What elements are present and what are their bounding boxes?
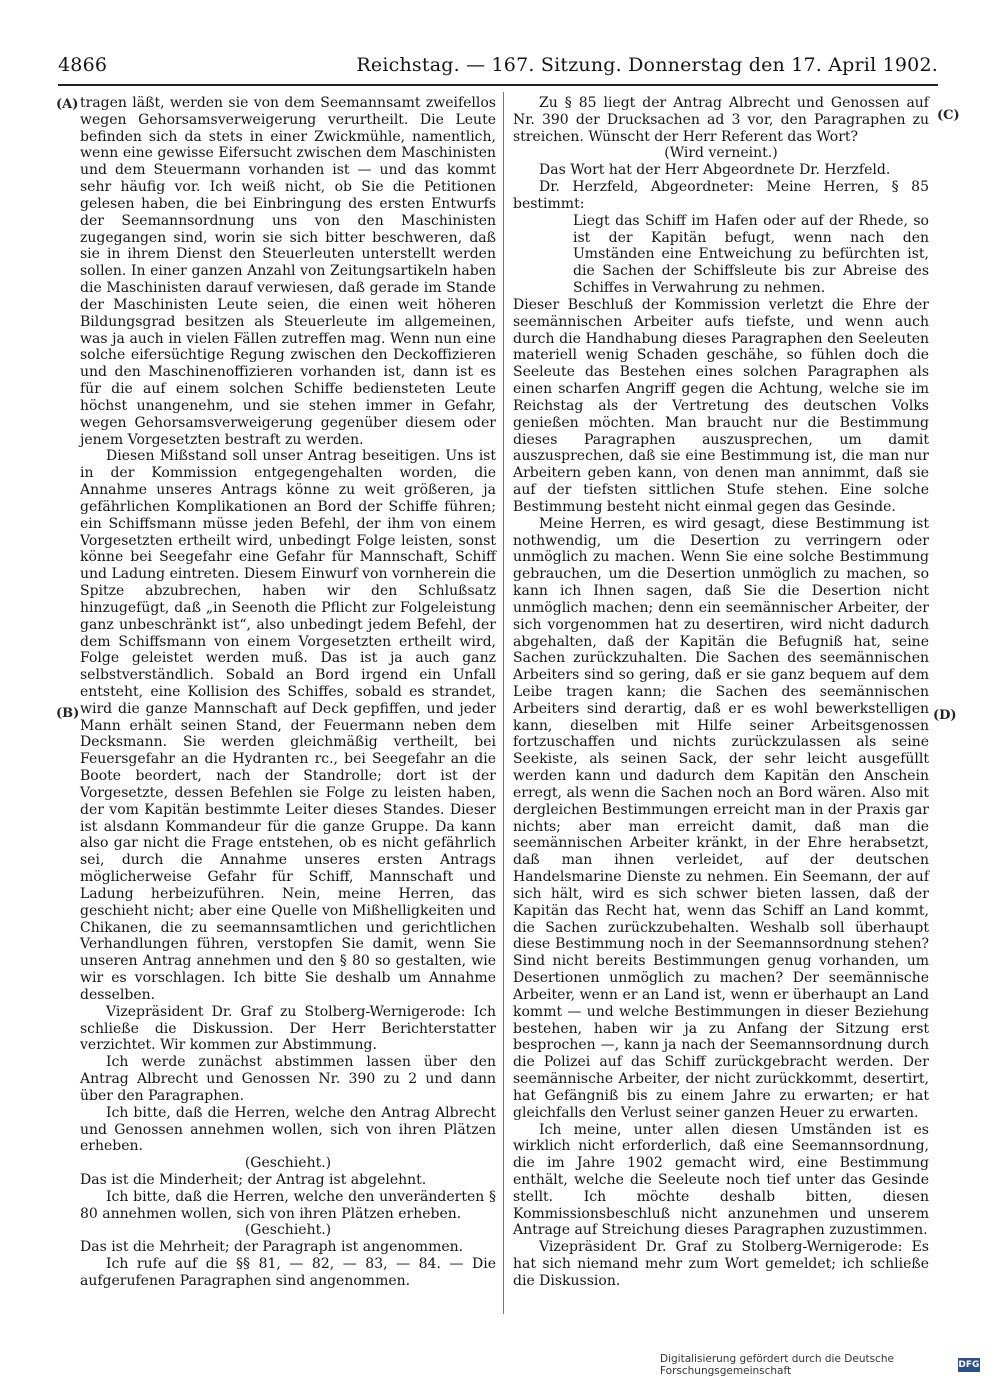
page-number: 4866 [58, 54, 108, 76]
quoted-provision: Liegt das Schiff im Hafen oder auf der Rhede, so ist der Kapitän befugt, wenn nach den Umständen eine Entweichung zu befürchten ist, die Sachen der Schiffsleute bis zur Abreise des Schiffes in Verwahrung zu nehmen. [573, 212, 929, 297]
paragraph: Dieser Beschluß der Kommission verletzt die Ehre der seemännischen Arbeiter aufs tiefste, und wenn auch durch die Handhabung dieses Paragraphen den Seeleuten materiell wenig Schaden geschähe, so fühlen doch die Seeleute das Bestehen eines solchen Paragraphen als einen scharfen Angriff gegen die Achtung, welche sie im Reichstag als der Vertretung des deutschen Volks genießen möchten. Man braucht nur die Bestimmung dieses Paragraphen auszusprechen, um damit auszusprechen, daß sie eine Bestimmung ist, die man nur Arbeitern geben kann, von denen man annimmt, daß sie auf der tiefsten sittlichen Stufe stehen. Eine solche Bestimmung besteht nicht einmal gegen das Gesinde. [513, 296, 929, 515]
paragraph: Das ist die Minderheit; der Antrag ist abgelehnt. [80, 1172, 427, 1188]
margin-mark-b: (B) [56, 706, 80, 721]
page-header [58, 54, 938, 84]
margin-mark-a: (A) [56, 97, 79, 112]
stage-direction: (Geschieht.) [244, 1155, 332, 1172]
footer-credit [660, 1353, 980, 1377]
paragraph: Das ist die Mehrheit; der Paragraph ist angenommen. [80, 1239, 464, 1256]
paragraph: Das Wort hat der Herr Abgeordnete Dr. Herzfeld. [539, 162, 891, 179]
paragraph: Diesen Mißstand soll unser Antrag beseitigen. Uns ist in der Kommission entgegengehalten worden, die Annahme unseres Antrags könne zu weit größeren, ja gefährlichen Komplikationen an Bord der Schiffe führen; ein Schiffsmann müsse jeden Befehl, der ihm von einem Vorgesetzten ertheilt wird, unbedingt Folge leisten, sonst könne bei Seegefahr eine Gefahr für Mannschaft, Schiff und Ladung eintreten. Diesem Einwurf von vornherein die Spitze abzubrechen, haben wir den Schlußsatz hinzugefügt, daß „in Seenoth die Pflicht zur Folgeleistung ganz unbeschränkt ist“, also unbedingt jedem Befehl, der dem Schiffsmann von einem Vorgesetzten ertheilt wird, Folge geleistet werden muß. Das ist ja auch ganz selbstverständlich. Sobald an Bord irgend ein Unfall entsteht, eine Kollision des Schiffes, sobald es strandet, wird die ganze Mannschaft auf Deck gepfiffen, und jeder Mann erhält seinen Stand, der Feuermann neben dem Decksmann. Sie werden gleichmäßig vertheilt, bei Feuersgefahr an die Hydranten rc., bei Seegefahr an die Boote beordert, nach der Standrolle; dort ist der Vorgesetzte, dessen Befehlen sie Folge zu leisten haben, der vom Kapitän bestimmte Leiter dieses Standes. Dieser ist alsdann Kommandeur für die ganze Gruppe. Da kann also gar nicht die Frage entstehen, ob es nicht gefährlich sei, durch die Annahme unseres ersten Antrags möglicherweise Gefahr für Schiff, Mannschaft und Ladung herbeizuführen. Nein, meine Herren, das geschieht nicht; aber eine Quelle von Mißhelligkeiten und Chikanen, die zu seemannsamtlichen und gerichtlichen Verhandlungen führen, verstopfen Sie damit, wenn Sie unseren Antrag annehmen und den § 80 so gestalten, wie wir es vorschlagen. Ich bitte Sie deshalb um Annahme desselben. [80, 448, 496, 1003]
credit-text: Digitalisierung gefördert durch die Deutsche Forschungsgemeinschaft [660, 1353, 894, 1377]
paragraph: Ich meine, unter allen diesen Umständen ist es wirklich nicht erforderlich, daß eine Seemannsordnung, die im Jahre 1902 gemacht wird, eine Bestimmung enthält, welche die Seeleute noch tief unter das Gesinde stellt. Ich möchte deshalb bitten, diesen Kommissionsbeschluß nicht anzunehmen und unserem Antrage auf Streichung dieses Paragraphen zuzustimmen. [513, 1121, 929, 1239]
speaker-paragraph: Vizepräsident Dr. Graf zu Stolberg-Wernigerode: Ich schließe die Diskussion. Der Herr Berichterstatter verzichtet. Wir kommen zur Abstimmung. [80, 1003, 496, 1054]
speaker-paragraph: Dr. Herzfeld, Abgeordneter: Meine Herren, § 85 bestimmt: [513, 179, 929, 212]
header-rule [58, 84, 938, 86]
paragraph: Ich rufe auf die §§ 81, — 82, — 83, — 84. — Die aufgerufenen Paragraphen sind angenommen. [80, 1256, 496, 1289]
paragraph: Ich werde zunächst abstimmen lassen über den Antrag Albrecht und Genossen Nr. 390 zu 2 und dann über den Paragraphen. [80, 1054, 496, 1104]
paragraph: Meine Herren, es wird gesagt, diese Bestimmung ist nothwendig, um die Desertion zu verringern oder unmöglich zu machen. Wenn Sie eine solche Bestimmung gebrauchen, um die Desertion unmöglich zu machen, so kann ich Ihnen sagen, daß Sie die Desertion nicht unmöglich machen; denn ein seemännischer Arbeiter, der sich vorgenommen hat zu desertiren, wird nicht dadurch abgehalten, daß der Kapitän die Befugniß hat, seine Sachen zurückzuhalten. Die Sachen des seemännischen Arbeiters sind so gering, daß er sie ganz bequem auf dem Leibe tragen kann; die Sachen des seemännischen Arbeiters sind derartig, daß er es wohl bewerkstelligen kann, dieselben mit Hilfe seiner Arbeitsgenossen fortzuschaffen und nichts zurückzulassen als seine Seekiste, als seinen Sack, der sehr leicht ausgefüllt werden kann und dadurch dem Kapitän den Anschein erregt, als wenn die Sachen noch an Bord wären. Also mit dergleichen Bestimmungen erreicht man in der Praxis gar nichts; aber man erreicht damit, daß man die seemännischen Arbeiter kränkt, in der Ehre herabsetzt, daß man ihnen verleidet, auf der deutschen Handelsmarine Dienste zu nehmen. Ein Seemann, der auf sich hält, wird es sich schwer bieten lassen, daß der Kapitän das Recht hat, wenn das Schiff an Land kommt, die Sachen zurückzubehalten. Weshalb soll überhaupt diese Bestimmung noch in der Seemannsordnung stehen? Sind nicht bereits Bestimmungen genug vorhanden, um Desertionen unmöglich zu machen? Der seemännische Arbeiter, wenn er an Land ist, wenn er überhaupt an Land kommt — und welche Bestimmungen in dieser Beziehung bestehen, haben wir ja zu Anfang der Sitzung erst besprochen —, kann ja nach der Seemannsordnung durch die Polizei auf das Schiff zurückgebracht werden. Der seemännische Arbeiter, der nicht zurückkommt, desertirt, hat Gefängniß bis zu einem Jahre zu erwarten; er hat gleichfalls den Verlust seiner ganzen Heuer zu erwarten. [513, 515, 929, 1121]
speaker-paragraph: Vizepräsident Dr. Graf zu Stolberg-Wernigerode: Es hat sich niemand mehr zum Wort gemeldet; ich schließe die Diskussion. [513, 1239, 929, 1289]
paragraph: Zu § 85 liegt der Antrag Albrecht und Genossen auf Nr. 390 der Drucksachen ad 3 vor, den Paragraphen zu streichen. Wünscht der Herr Referent das Wort? [513, 95, 929, 145]
margin-mark-c: (C) [937, 108, 960, 123]
column-divider [503, 92, 504, 1314]
stage-direction: (Geschieht.) [244, 1222, 332, 1239]
margin-mark-d: (D) [933, 708, 957, 723]
dfg-logo: DFG [958, 1360, 980, 1370]
running-title: Reichstag. — 167. Sitzung. Donnerstag den 17. April 1902. [356, 54, 938, 76]
paragraph: Ich bitte, daß die Herren, welche den Antrag Albrecht und Genossen annehmen wollen, sich von ihren Plätzen erheben. [80, 1104, 496, 1155]
paragraph: Ich bitte, daß die Herren, welche den unveränderten § 80 annehmen wollen, sich von ihren Plätzen erheben. [80, 1188, 496, 1222]
right-column [513, 95, 929, 1290]
stage-direction: (Wird verneint.) [664, 145, 778, 162]
paragraph: tragen läßt, werden sie von dem Seemannsamt zweifellos wegen Gehorsamsverweigerung verurtheilt. Die Leute befinden sich da stets in einer Zwickmühle, namentlich, wenn eine gewisse Eifersucht zwischen dem Maschinisten und dem Steuermann vorhanden ist — und das kommt sehr häufig vor. Ich weiß nicht, ob Sie die Petitionen gelesen haben, die bei Einbringung des ersten Entwurfs der Seemannsordnung uns von den Maschinisten zugegangen sind, worin sie sich bitter beschweren, daß sie in ihrem Dienst den Steuerleuten unterstellt werden sollen. In einer ganzen Anzahl von Zeitungsartikeln haben die Maschinisten darauf verwiesen, daß gerade im Stande der Maschinisten Leute seien, die einen weit höheren Bildungsgrad besitzen als Steuerleute im allgemeinen, was ja auch in vielen Fällen zutreffen mag. Wenn nun eine solche eifersüchtige Regung zwischen den Deckoffizieren und den Maschinenoffizieren vorhanden ist, dann ist es für die auf einem solchen Schiffe bediensteten Leute höchst unangenehm, und sie stehen immer in Gefahr, wegen Gehorsamsverweigerung gegenüber diesem oder jenem Vorgesetzten bestraft zu werden. [80, 95, 496, 448]
left-column [80, 95, 496, 1290]
